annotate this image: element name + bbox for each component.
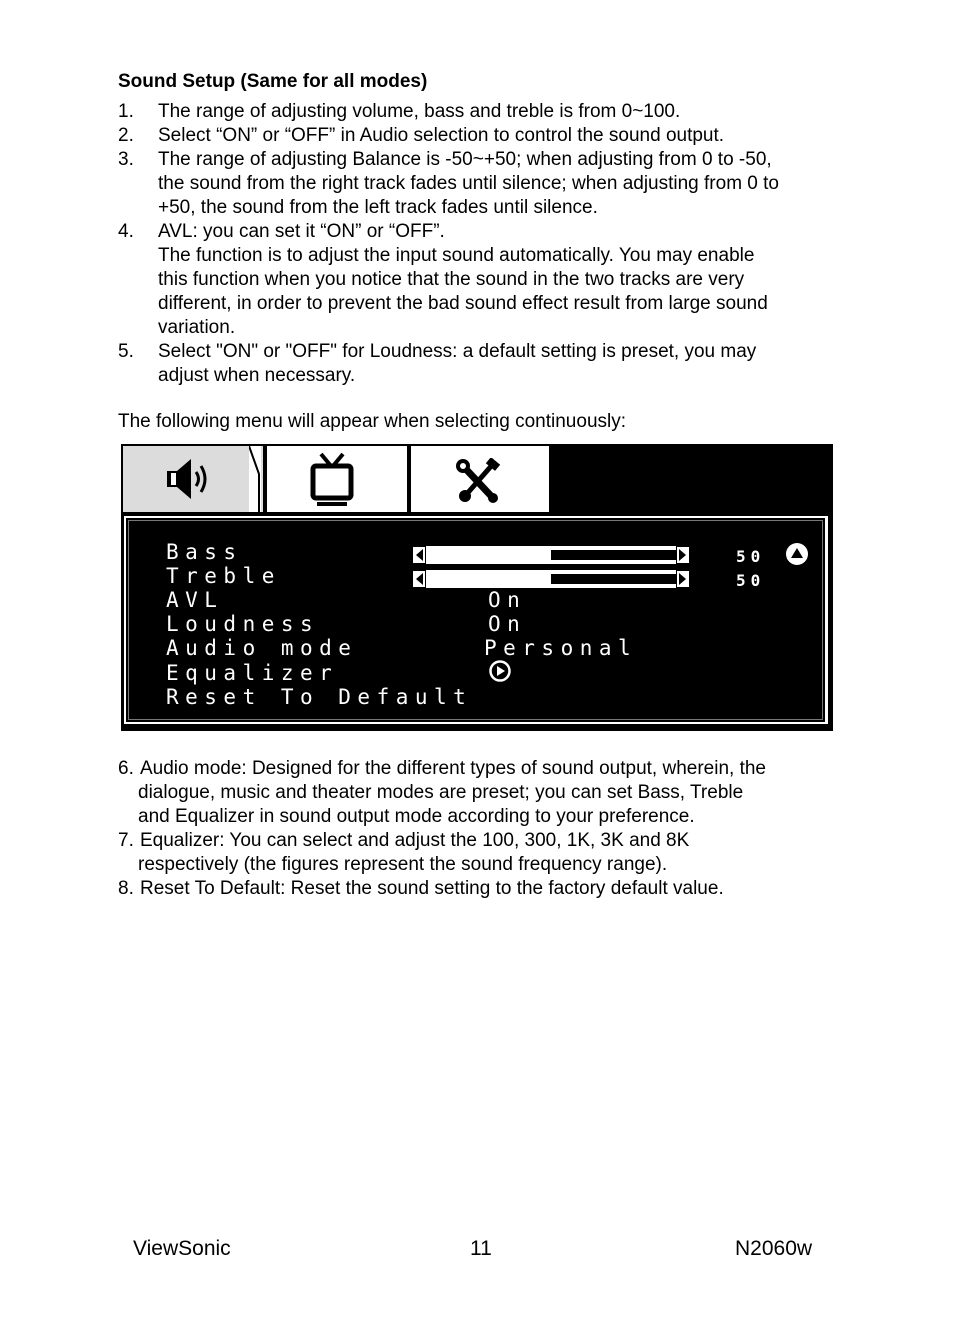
item-number: 6. — [118, 758, 134, 779]
tv-icon — [309, 452, 355, 508]
menu-intro-text: The following menu will appear when selecting continuously: — [118, 411, 627, 432]
list-item — [118, 100, 848, 124]
item-number: 4. — [118, 221, 134, 242]
tools-icon — [453, 458, 503, 504]
list-item — [118, 757, 848, 829]
bass-slider-fill — [551, 550, 676, 560]
item-number: 3. — [118, 149, 134, 170]
item-line: variation. — [158, 317, 236, 338]
footer-model: N2060w — [735, 1237, 813, 1260]
tab-tools[interactable] — [411, 446, 549, 512]
list-item — [118, 829, 848, 877]
speaker-icon — [163, 456, 213, 502]
audio-mode-label[interactable]: Audio mode — [166, 636, 358, 660]
list-item — [118, 148, 848, 220]
item-line: AVL: you can set it “ON” or “OFF”. — [158, 221, 445, 242]
osd-sound-menu — [121, 444, 833, 731]
tab-tv[interactable] — [267, 446, 407, 512]
item-line: Reset To Default: Reset the sound setting to the factory default value. — [140, 878, 724, 899]
bass-label[interactable]: Bass — [166, 540, 243, 564]
item-number: 2. — [118, 125, 134, 146]
settings-list-continued — [118, 757, 848, 901]
item-line: this function when you notice that the sound in the two tracks are very — [158, 269, 745, 290]
treble-slider-fill — [551, 574, 676, 584]
item-line: Select "ON" or "OFF" for Loudness: a default setting is preset, you may — [158, 341, 757, 362]
item-line: Audio mode: Designed for the different types of sound output, wherein, the — [140, 758, 766, 779]
treble-slider[interactable] — [412, 570, 690, 588]
tab-fold-divider — [249, 446, 261, 512]
avl-value: On — [488, 588, 527, 612]
equalizer-label[interactable]: Equalizer — [166, 661, 339, 685]
arrow-up-icon[interactable] — [786, 543, 808, 565]
osd-tab-bar — [121, 444, 833, 514]
item-line: Equalizer: You can select and adjust the 100, 300, 1K, 3K and 8K — [140, 830, 690, 851]
loudness-value: On — [488, 612, 527, 636]
treble-label[interactable]: Treble — [166, 564, 281, 588]
play-circle-icon[interactable] — [489, 660, 511, 682]
bass-value: 50 — [736, 547, 766, 566]
item-number: 8. — [118, 878, 134, 899]
bass-slider[interactable] — [412, 546, 690, 564]
item-line: adjust when necessary. — [158, 365, 356, 386]
list-item — [118, 877, 848, 901]
item-line: the sound from the right track fades until silence; when adjusting from 0 to — [158, 173, 779, 194]
item-line: different, in order to prevent the bad sound effect result from large sound — [158, 293, 768, 314]
settings-list — [118, 100, 848, 388]
item-line: The function is to adjust the input sound automatically. You may enable — [158, 245, 755, 266]
item-line: The range of adjusting volume, bass and treble is from 0~100. — [158, 101, 681, 122]
item-number: 7. — [118, 830, 134, 851]
item-line: The range of adjusting Balance is -50~+50; when adjusting from 0 to -50, — [158, 149, 772, 170]
item-line: and Equalizer in sound output mode according to your preference. — [138, 806, 695, 827]
audio-mode-value: Personal — [484, 636, 638, 660]
footer-page-number: 11 — [470, 1237, 492, 1260]
reset-to-default-label[interactable]: Reset To Default — [166, 685, 473, 709]
list-item — [118, 340, 848, 388]
treble-value: 50 — [736, 571, 766, 590]
footer-brand: ViewSonic — [133, 1237, 231, 1260]
section-heading: Sound Setup (Same for all modes) — [118, 71, 428, 92]
item-number: 1. — [118, 101, 134, 122]
osd-panel — [124, 516, 828, 724]
item-line: Select “ON” or “OFF” in Audio selection to control the sound output. — [158, 125, 725, 146]
list-item — [118, 124, 848, 148]
list-item — [118, 220, 848, 340]
loudness-label[interactable]: Loudness — [166, 612, 320, 636]
item-line: respectively (the figures represent the sound frequency range). — [138, 854, 668, 875]
item-line: +50, the sound from the left track fades until silence. — [158, 197, 598, 218]
item-line: dialogue, music and theater modes are preset; you can set Bass, Treble — [138, 782, 744, 803]
tab-sound[interactable] — [123, 446, 263, 512]
item-number: 5. — [118, 341, 134, 362]
avl-label[interactable]: AVL — [166, 588, 224, 612]
